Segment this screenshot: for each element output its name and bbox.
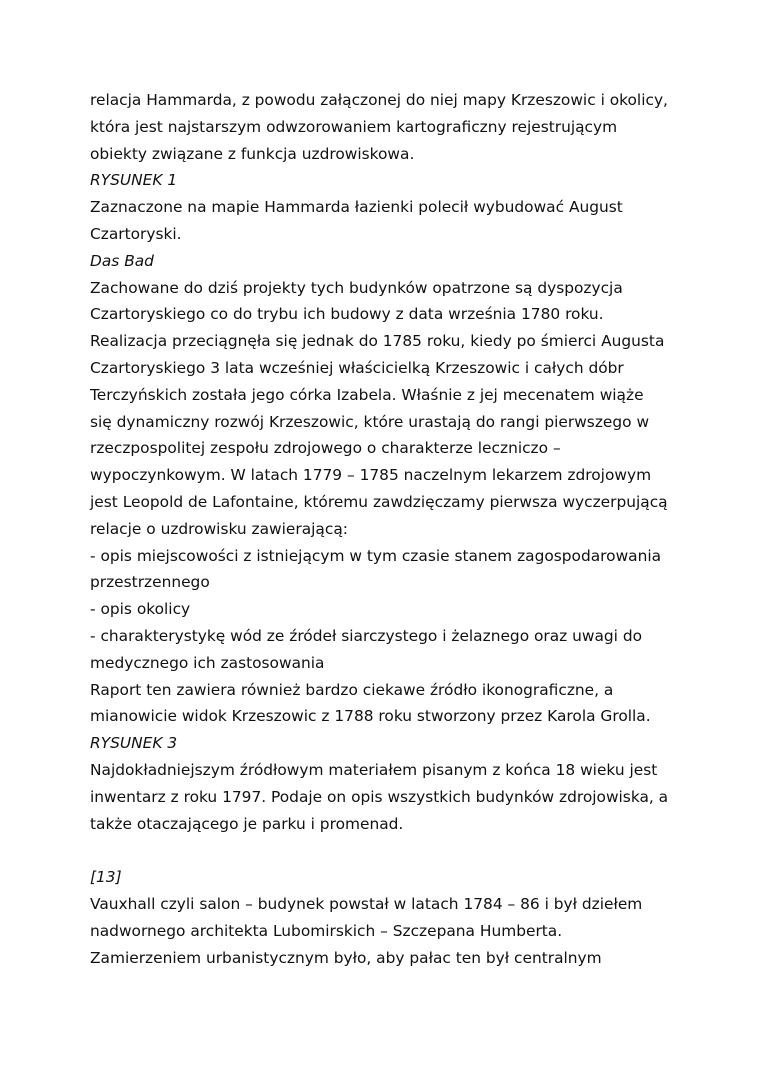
text-line: Najdokładniejszym źródłowym materiałem pisanym z końca 18 wieku jest [90, 760, 658, 779]
text-line: która jest najstarszym odwzorowaniem kartograficzny rejestrującym [90, 117, 618, 136]
text-line: przestrzennego [90, 573, 210, 592]
text-line: medycznego ich zastosowania [90, 653, 325, 672]
blank-line [90, 837, 690, 864]
text-line: Zachowane do dziś projekty tych budynków opatrzone są dyspozycja [90, 278, 623, 297]
text-line: inwentarz z roku 1797. Podaje on opis wszystkich budynków zdrojowiska, a [90, 787, 669, 806]
figure-caption-das-bad: Das Bad [90, 251, 154, 270]
text-line: Czartoryskiego 3 lata wcześniej właścicielką Krzeszowic i całych dóbr [90, 358, 624, 377]
document-page [90, 87, 690, 971]
text-line: relacje o uzdrowisku zawierającą: [90, 519, 348, 538]
figure-reference-rysunek-3: RYSUNEK 3 [90, 734, 178, 753]
list-item: - opis miejscowości z istniejącym w tym czasie stanem zagospodarowania [90, 546, 662, 565]
list-item: - opis okolicy [90, 600, 191, 619]
text-line: także otaczającego je parku i promenad. [90, 814, 404, 833]
text-line: się dynamiczny rozwój Krzeszowic, które urastają do rangi pierwszego w [90, 412, 650, 431]
text-line: Realizacja przeciągnęła się jednak do 1785 roku, kiedy po śmierci Augusta [90, 332, 665, 351]
text-line: jest Leopold de Lafontaine, któremu zawdzięczamy pierwsza wyczerpującą [90, 492, 668, 511]
text-line: Zaznaczone na mapie Hammarda łazienki polecił wybudować August [90, 198, 623, 217]
text-line: mianowicie widok Krzeszowic z 1788 roku stworzony przez Karola Grolla. [90, 707, 651, 726]
text-line: Vauxhall czyli salon – budynek powstał w latach 1784 – 86 i był dziełem [90, 894, 643, 913]
text-line: wypoczynkowym. W latach 1779 – 1785 naczelnym lekarzem zdrojowym [90, 466, 652, 485]
footnote-reference-13: [13] [90, 868, 122, 887]
text-line: obiekty związane z funkcja uzdrowiskowa. [90, 144, 415, 163]
text-line: relacja Hammarda, z powodu załączonej do niej mapy Krzeszowic i okolicy, [90, 91, 668, 109]
text-line: Raport ten zawiera również bardzo ciekawe źródło ikonograficzne, a [90, 680, 614, 699]
text-line: Czartoryskiego co do trybu ich budowy z data września 1780 roku. [90, 305, 604, 324]
text-line: rzeczpospolitej zespołu zdrojowego o charakterze leczniczo – [90, 439, 561, 458]
text-line: nadwornego architekta Lubomirskich – Szczepana Humberta. [90, 921, 563, 940]
list-item: - charakterystykę wód ze źródeł siarczystego i żelaznego oraz uwagi do [90, 626, 643, 645]
text-line: Zamierzeniem urbanistycznym było, aby pałac ten był centralnym [90, 948, 602, 967]
figure-reference-rysunek-1: RYSUNEK 1 [90, 171, 178, 190]
text-line: Terczyńskich została jego córka Izabela. Właśnie z jej mecenatem wiąże [90, 385, 644, 404]
text-line: Czartoryski. [90, 224, 182, 243]
